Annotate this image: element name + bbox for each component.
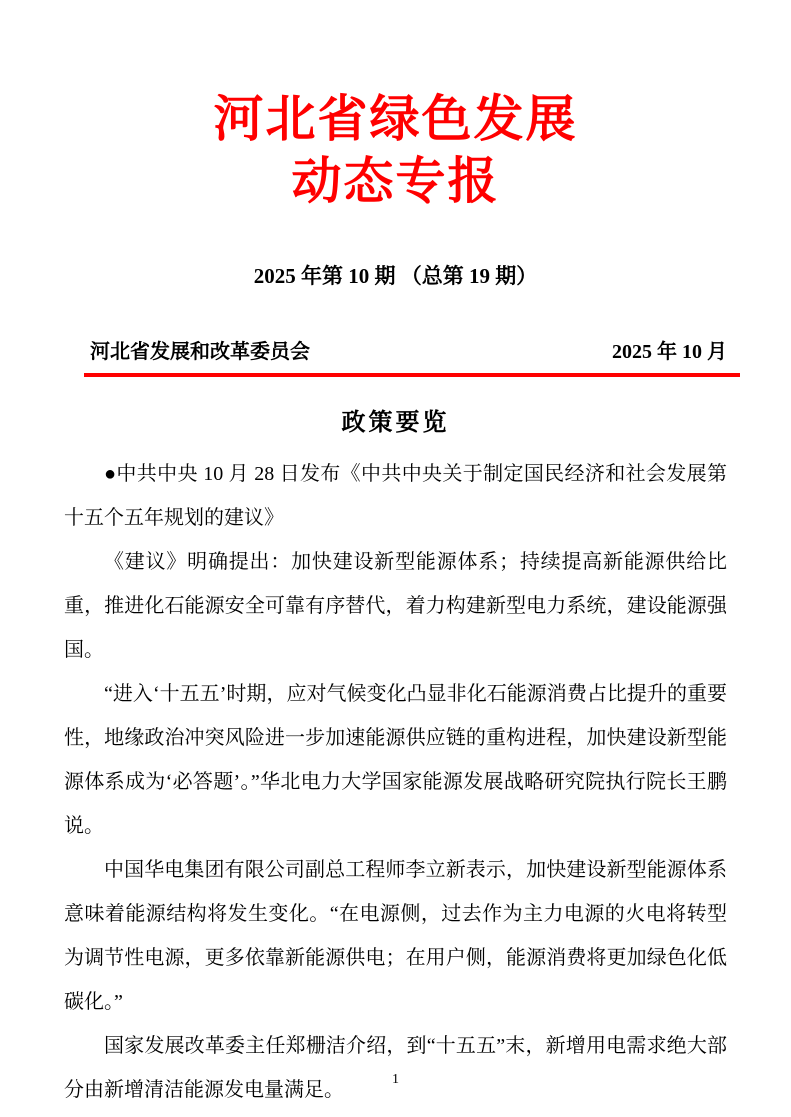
publisher-row [64, 340, 727, 364]
issue-date: 2025 年 10 月 [612, 341, 727, 363]
page-number: 1 [392, 1072, 399, 1087]
publisher-name: 河北省发展和改革委员会 [90, 341, 310, 363]
policy-paragraph: ●中共中央 10 月 28 日发布《中共中央关于制定国民经济和社会发展第十五个五年规划的建议》 [64, 463, 727, 529]
document-content [64, 0, 727, 1112]
header-rule [84, 373, 740, 377]
policy-body [64, 452, 727, 1112]
policy-paragraph: 中国华电集团有限公司副总工程师李立新表示，加快建设新型能源体系意味着能源结构将发生变化。“在电源侧，过去作为主力电源的火电将转型为调节性电源，更多依靠新能源供电；在用户侧，能源消费将更加绿色化低碳化。” [64, 859, 727, 1013]
report-title-line1: 河北省绿色发展 [213, 91, 578, 147]
report-title [64, 0, 727, 212]
policy-paragraph: 《建议》明确提出：加快建设新型能源体系；持续提高新能源供给比重，推进化石能源安全可靠有序替代，着力构建新型电力系统，建设能源强国。 [64, 551, 727, 661]
policy-paragraph: 国家发展改革委主任郑栅洁介绍，到“十五五”末，新增用电需求绝大部分由新增清洁能源发电量满足。 [64, 1035, 727, 1101]
report-title-line2: 动态专报 [291, 153, 500, 209]
section-heading: 政策要览 [341, 410, 450, 436]
issue-line: 2025 年第 10 期 （总第 19 期） [253, 264, 538, 288]
policy-paragraph: “进入‘十五五’时期，应对气候变化凸显非化石能源消费占比提升的重要性，地缘政治冲突风险进一步加速能源供应链的重构进程，加快建设新型能源体系成为‘必答题’。”华北电力大学国家能源发展战略研究院执行院长王鹏说。 [64, 683, 727, 837]
